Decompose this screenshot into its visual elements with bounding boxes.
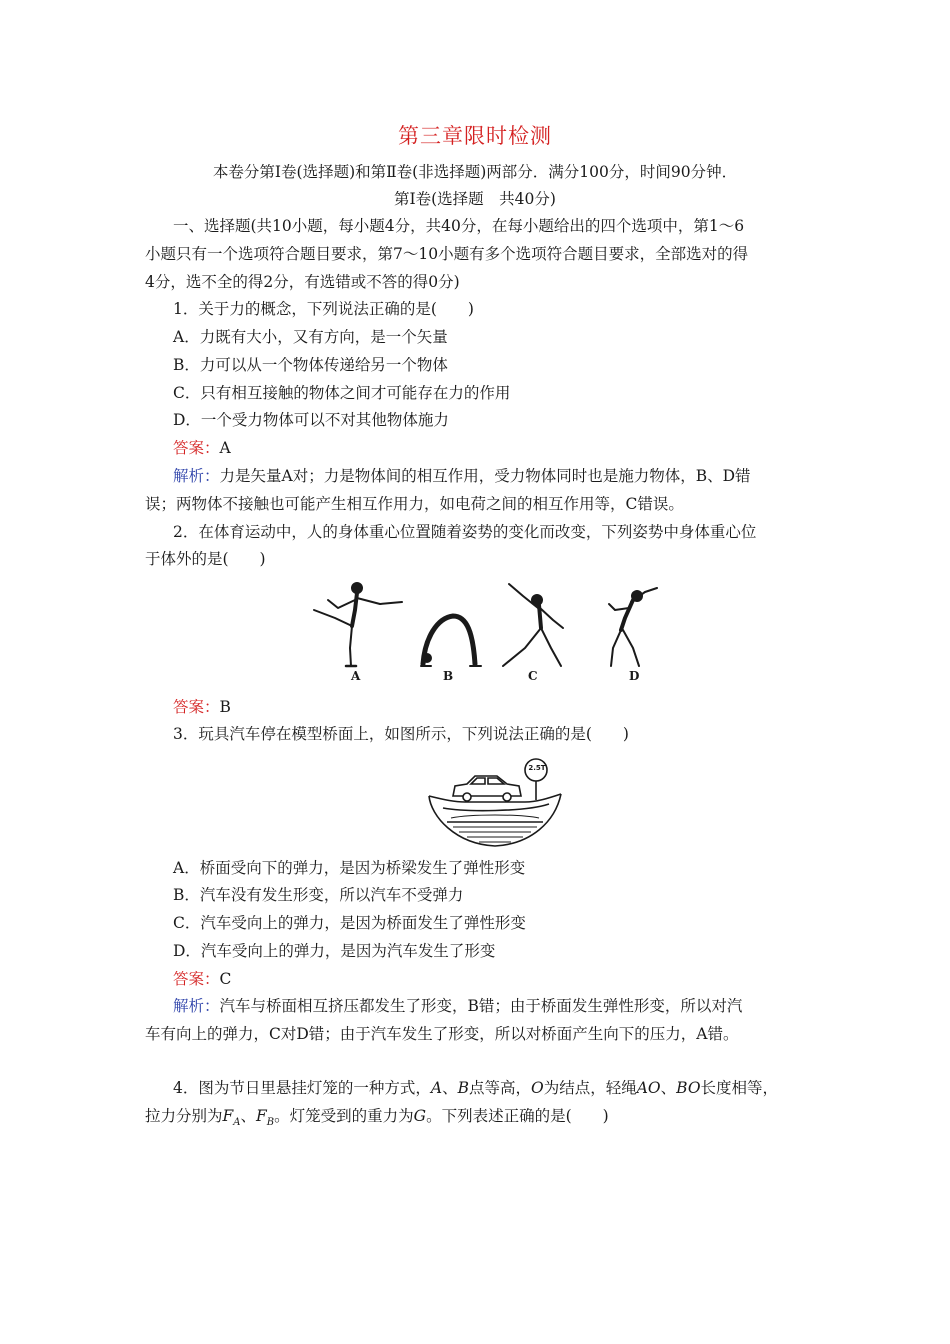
figure-label-d: D — [629, 669, 640, 683]
exam-intro: 本卷分第Ⅰ卷(选择题)和第Ⅱ卷(非选择题)两部分．满分100分，时间90分钟． — [212, 163, 738, 181]
answer-label: 答案： — [173, 698, 220, 716]
q4-stem-line1: 4．图为节日里悬挂灯笼的一种方式，A、B点等高，O为结点，轻绳AO、BO长度相等， — [173, 1079, 779, 1097]
section-instructions-line3: 4分，选不全的得2分，有选错或不答的得0分) — [145, 273, 460, 291]
q3-option-b: B．汽车没有发生形变，所以汽车不受弹力 — [173, 886, 464, 904]
pose-a-figure — [314, 583, 402, 666]
section-instructions-line1: 一、选择题(共10小题，每小题4分，共40分，在每小题给出的四个选项中，第1～6 — [173, 217, 745, 235]
answer-value: B — [219, 698, 231, 716]
pose-b-figure — [421, 616, 481, 666]
figure-label-b: B — [443, 669, 454, 683]
q1-stem: 1．关于力的概念，下列说法正确的是( ) — [173, 300, 474, 318]
answer-value: A — [219, 439, 231, 457]
page-title: 第三章限时检测 — [398, 124, 552, 148]
analysis-label: 解析： — [173, 467, 220, 485]
q3-analysis-line1: 解析：汽车与桥面相互挤压都发生了形变，B错；由于桥面发生弹性形变，所以对汽 — [173, 997, 743, 1015]
figure-label-a: A — [351, 669, 361, 683]
q3-option-c: C．汽车受向上的弹力，是因为桥面发生了弹性形变 — [173, 914, 526, 932]
q1-analysis-line1: 解析：力是矢量A对；力是物体间的相互作用，受力物体同时也是施力物体，B、D错 — [173, 467, 751, 485]
q3-analysis-line2: 车有向上的弹力，C对D错；由于汽车发生了形变，所以对桥面产生向下的压力，A错。 — [145, 1025, 739, 1043]
analysis-label: 解析： — [173, 997, 220, 1015]
q1-option-b: B．力可以从一个物体传递给另一个物体 — [173, 356, 448, 374]
q2-stem-line1: 2．在体育运动中，人的身体重心位置随着姿势的变化而改变，下列姿势中身体重心位 — [173, 523, 757, 541]
q1-option-c: C．只有相互接触的物体之间才可能存在力的作用 — [173, 384, 511, 402]
pose-d-figure — [609, 588, 657, 666]
answer-value: C — [219, 970, 232, 988]
part1-heading: 第Ⅰ卷(选择题 共40分) — [394, 190, 556, 208]
toy-car-bridge-figure — [425, 756, 565, 852]
q1-answer — [173, 438, 231, 458]
q1-option-d: D．一个受力物体可以不对其他物体施力 — [173, 411, 449, 429]
answer-label: 答案： — [173, 439, 220, 457]
q2-answer — [173, 697, 231, 717]
q3-answer — [173, 969, 231, 989]
q3-stem: 3．玩具汽车停在模型桥面上，如图所示，下列说法正确的是( ) — [173, 725, 629, 743]
gymnastics-poses-figure — [300, 578, 660, 688]
pose-c-figure — [503, 584, 563, 666]
q3-option-a: A．桥面受向下的弹力，是因为桥梁发生了弹性形变 — [173, 859, 526, 877]
q4-stem-line2: 拉力分别为$F_A$、$F_B$。灯笼受到的重力为G。下列表述正确的是( ) — [145, 1107, 609, 1129]
q1-analysis-line2: 误；两物体不接触也可能产生相互作用力，如电荷之间的相互作用等，C错误。 — [145, 495, 684, 513]
load-limit-sign: 2.5T — [528, 764, 546, 772]
q3-option-d: D．汽车受向上的弹力，是因为汽车发生了形变 — [173, 942, 496, 960]
figure-label-c: C — [528, 669, 538, 683]
section-instructions-line2: 小题只有一个选项符合题目要求，第7～10小题有多个选项符合题目要求，全部选对的得 — [145, 245, 749, 263]
q2-stem-line2: 于体外的是( ) — [145, 550, 266, 568]
answer-label: 答案： — [173, 970, 220, 988]
q1-option-a: A．力既有大小，又有方向，是一个矢量 — [173, 328, 448, 346]
